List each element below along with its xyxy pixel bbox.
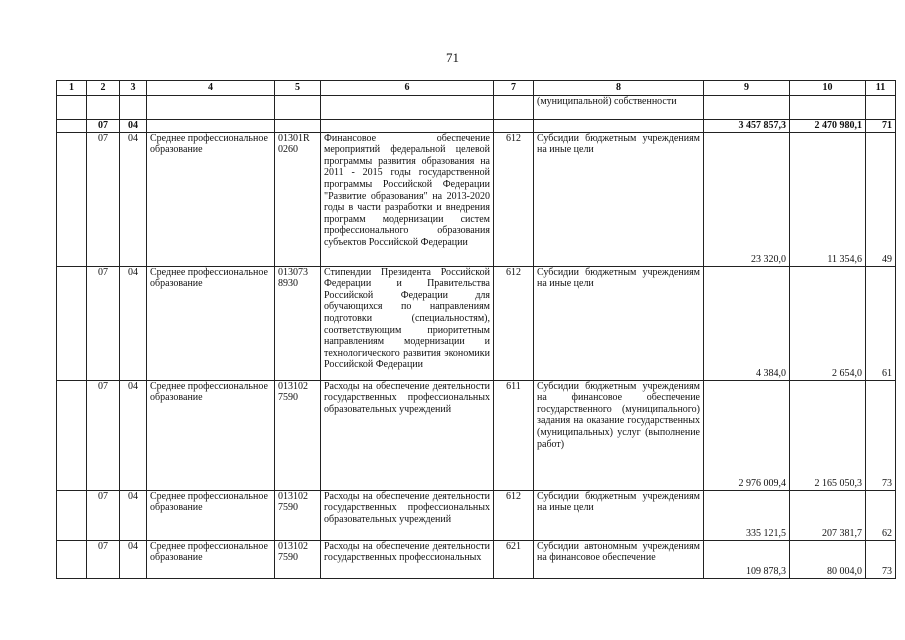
subsection-code: 04 bbox=[120, 380, 147, 490]
amount-cell: 207 381,7 bbox=[790, 490, 866, 540]
subsection-code: 04 bbox=[120, 540, 147, 578]
section-code: 07 bbox=[87, 266, 120, 380]
amount-cell: 2 654,0 bbox=[790, 266, 866, 380]
continuation-row bbox=[57, 96, 896, 120]
section-code: 07 bbox=[87, 540, 120, 578]
amount-cell: 4 384,0 bbox=[704, 266, 790, 380]
subsection-code: 04 bbox=[120, 132, 147, 266]
expense-type-code: 612 bbox=[494, 132, 534, 266]
amount-cell: 2 165 050,3 bbox=[790, 380, 866, 490]
column-header: 9 bbox=[704, 81, 790, 96]
column-header: 2 bbox=[87, 81, 120, 96]
column-header: 10 bbox=[790, 81, 866, 96]
expense-type-cell: (муниципальной) собственности bbox=[534, 96, 704, 120]
expense-type-code: 621 bbox=[494, 540, 534, 578]
expense-type-cell: Субсидии бюджетным учреждениям на иные цели bbox=[534, 132, 704, 266]
expense-type-code: 612 bbox=[494, 266, 534, 380]
target-article-code: 013102 7590 bbox=[275, 540, 321, 578]
budget-table bbox=[56, 80, 896, 579]
description-cell: Стипендии Президента Российской Федерации и Правительства Российской Федерации для обучающихся по направлениям подготовки (специальностям), соответствующим приоритетным направлениям модернизации и технологического развития экономики Российской Федерации bbox=[321, 266, 494, 380]
expense-type-cell: Субсидии бюджетным учреждениям на иные цели bbox=[534, 266, 704, 380]
section-name-cell: Среднее профессиональное образование bbox=[147, 380, 275, 490]
target-article-code: 013102 7590 bbox=[275, 380, 321, 490]
percent-cell: 49 bbox=[866, 132, 896, 266]
column-header: 4 bbox=[147, 81, 275, 96]
subsection-code: 04 bbox=[120, 120, 147, 133]
description-cell: Расходы на обеспечение деятельности государственных профессиональных образовательных учреждений bbox=[321, 380, 494, 490]
expense-type-code: 612 bbox=[494, 490, 534, 540]
column-header: 6 bbox=[321, 81, 494, 96]
section-code: 07 bbox=[87, 490, 120, 540]
target-article-code: 01301R 0260 bbox=[275, 132, 321, 266]
section-name-cell: Среднее профессиональное образование bbox=[147, 132, 275, 266]
table-row bbox=[57, 540, 896, 578]
subsection-code: 04 bbox=[120, 490, 147, 540]
subsection-total-row bbox=[57, 120, 896, 133]
percent-cell: 61 bbox=[866, 266, 896, 380]
table-row bbox=[57, 132, 896, 266]
section-code: 07 bbox=[87, 380, 120, 490]
table-row bbox=[57, 380, 896, 490]
expense-type-cell: Субсидии бюджетным учреждениям на иные цели bbox=[534, 490, 704, 540]
percent-cell: 62 bbox=[866, 490, 896, 540]
column-header: 7 bbox=[494, 81, 534, 96]
target-article-code: 013073 8930 bbox=[275, 266, 321, 380]
amount-cell: 80 004,0 bbox=[790, 540, 866, 578]
column-header: 11 bbox=[866, 81, 896, 96]
percent-cell: 73 bbox=[866, 380, 896, 490]
amount-cell: 2 470 980,1 bbox=[790, 120, 866, 133]
expense-type-cell: Субсидии автономным учреждениям на финансовое обеспечение bbox=[534, 540, 704, 578]
section-code: 07 bbox=[87, 132, 120, 266]
amount-cell: 3 457 857,3 bbox=[704, 120, 790, 133]
section-name-cell: Среднее профессиональное образование bbox=[147, 266, 275, 380]
amount-cell: 335 121,5 bbox=[704, 490, 790, 540]
section-name-cell: Среднее профессиональное образование bbox=[147, 490, 275, 540]
page-number: 71 bbox=[446, 50, 459, 65]
expense-type-cell: Субсидии бюджетным учреждениям на финансовое обеспечение государственного (муниципального) задания на оказание государственных (муниципальных) услуг (выполнение работ) bbox=[534, 380, 704, 490]
target-article-code: 013102 7590 bbox=[275, 490, 321, 540]
description-cell: Финансовое обеспечение мероприятий федеральной целевой программы развития образования на 2011 - 2015 годы государственной программы Российской Федерации "Развитие образования" на 2013-2020 годы в части разработки и внедрения программ модернизации систем профессионального образования субъектов Российской Федерации bbox=[321, 132, 494, 266]
expense-type-code: 611 bbox=[494, 380, 534, 490]
section-code: 07 bbox=[87, 120, 120, 133]
column-header: 5 bbox=[275, 81, 321, 96]
subsection-code: 04 bbox=[120, 266, 147, 380]
description-cell: Расходы на обеспечение деятельности государственных профессиональных bbox=[321, 540, 494, 578]
description-cell: Расходы на обеспечение деятельности государственных профессиональных образовательных учреждений bbox=[321, 490, 494, 540]
column-header: 3 bbox=[120, 81, 147, 96]
percent-cell: 73 bbox=[866, 540, 896, 578]
column-header: 8 bbox=[534, 81, 704, 96]
table-header-row bbox=[57, 81, 896, 96]
amount-cell: 109 878,3 bbox=[704, 540, 790, 578]
amount-cell: 23 320,0 bbox=[704, 132, 790, 266]
table-row bbox=[57, 490, 896, 540]
section-name-cell: Среднее профессиональное образование bbox=[147, 540, 275, 578]
table-row bbox=[57, 266, 896, 380]
amount-cell: 2 976 009,4 bbox=[704, 380, 790, 490]
column-header: 1 bbox=[57, 81, 87, 96]
amount-cell: 11 354,6 bbox=[790, 132, 866, 266]
percent-cell: 71 bbox=[866, 120, 896, 133]
